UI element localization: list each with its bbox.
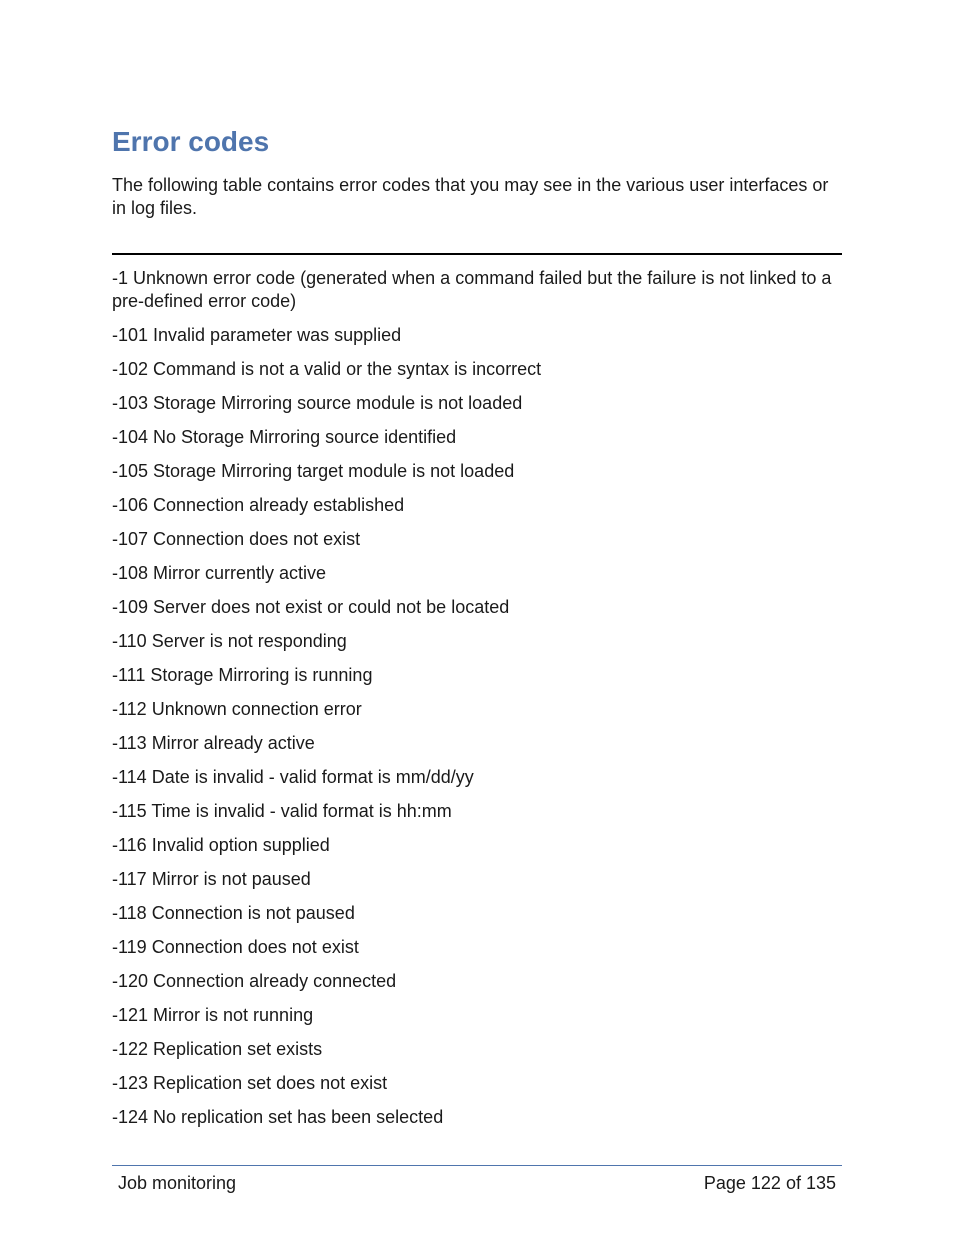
error-code-item: -117 Mirror is not paused: [112, 869, 311, 889]
error-code-item: -115 Time is invalid - valid format is hh:mm: [112, 801, 452, 821]
page-title: Error codes: [112, 126, 270, 157]
error-code-item: -116 Invalid option supplied: [112, 835, 330, 855]
error-code-item: -124 No replication set has been selected: [112, 1107, 444, 1127]
error-code-item: -120 Connection already connected: [112, 971, 397, 991]
error-code-item: -103 Storage Mirroring source module is not loaded: [112, 393, 523, 413]
error-code-item: -121 Mirror is not running: [112, 1005, 314, 1025]
error-code-item: -107 Connection does not exist: [112, 529, 361, 549]
table-top-rule: [112, 253, 842, 255]
error-code-item: -123 Replication set does not exist: [112, 1073, 388, 1093]
error-code-item: -101 Invalid parameter was supplied: [112, 325, 402, 345]
error-code-item: -112 Unknown connection error: [112, 699, 362, 719]
error-code-item: -113 Mirror already active: [112, 733, 315, 753]
error-code-item: -114 Date is invalid - valid format is mm/dd/yy: [112, 767, 474, 787]
error-code-item: -106 Connection already established: [112, 495, 405, 515]
error-code-item: -1 Unknown error code (generated when a command failed but the failure is not linked to a pre-defined error code): [112, 268, 832, 311]
error-code-item: -110 Server is not responding: [112, 631, 347, 651]
error-code-item: -105 Storage Mirroring target module is not loaded: [112, 461, 515, 481]
error-code-item: -104 No Storage Mirroring source identified: [112, 427, 457, 447]
error-code-item: -122 Replication set exists: [112, 1039, 323, 1059]
error-code-item: -111 Storage Mirroring is running: [112, 665, 373, 685]
footer-page-number: Page 122 of 135: [703, 1173, 836, 1193]
intro-paragraph: The following table contains error codes that you may see in the various user interfaces or in log files.: [112, 175, 829, 218]
error-code-item: -108 Mirror currently active: [112, 563, 327, 583]
error-code-list: [112, 267, 842, 1140]
error-code-item: -109 Server does not exist or could not be located: [112, 597, 510, 617]
footer-section-name: Job monitoring: [118, 1173, 237, 1193]
error-code-item: -118 Connection is not paused: [112, 903, 355, 923]
error-code-item: -119 Connection does not exist: [112, 937, 359, 957]
footer-rule: [112, 1165, 842, 1166]
error-code-item: -102 Command is not a valid or the syntax is incorrect: [112, 359, 542, 379]
